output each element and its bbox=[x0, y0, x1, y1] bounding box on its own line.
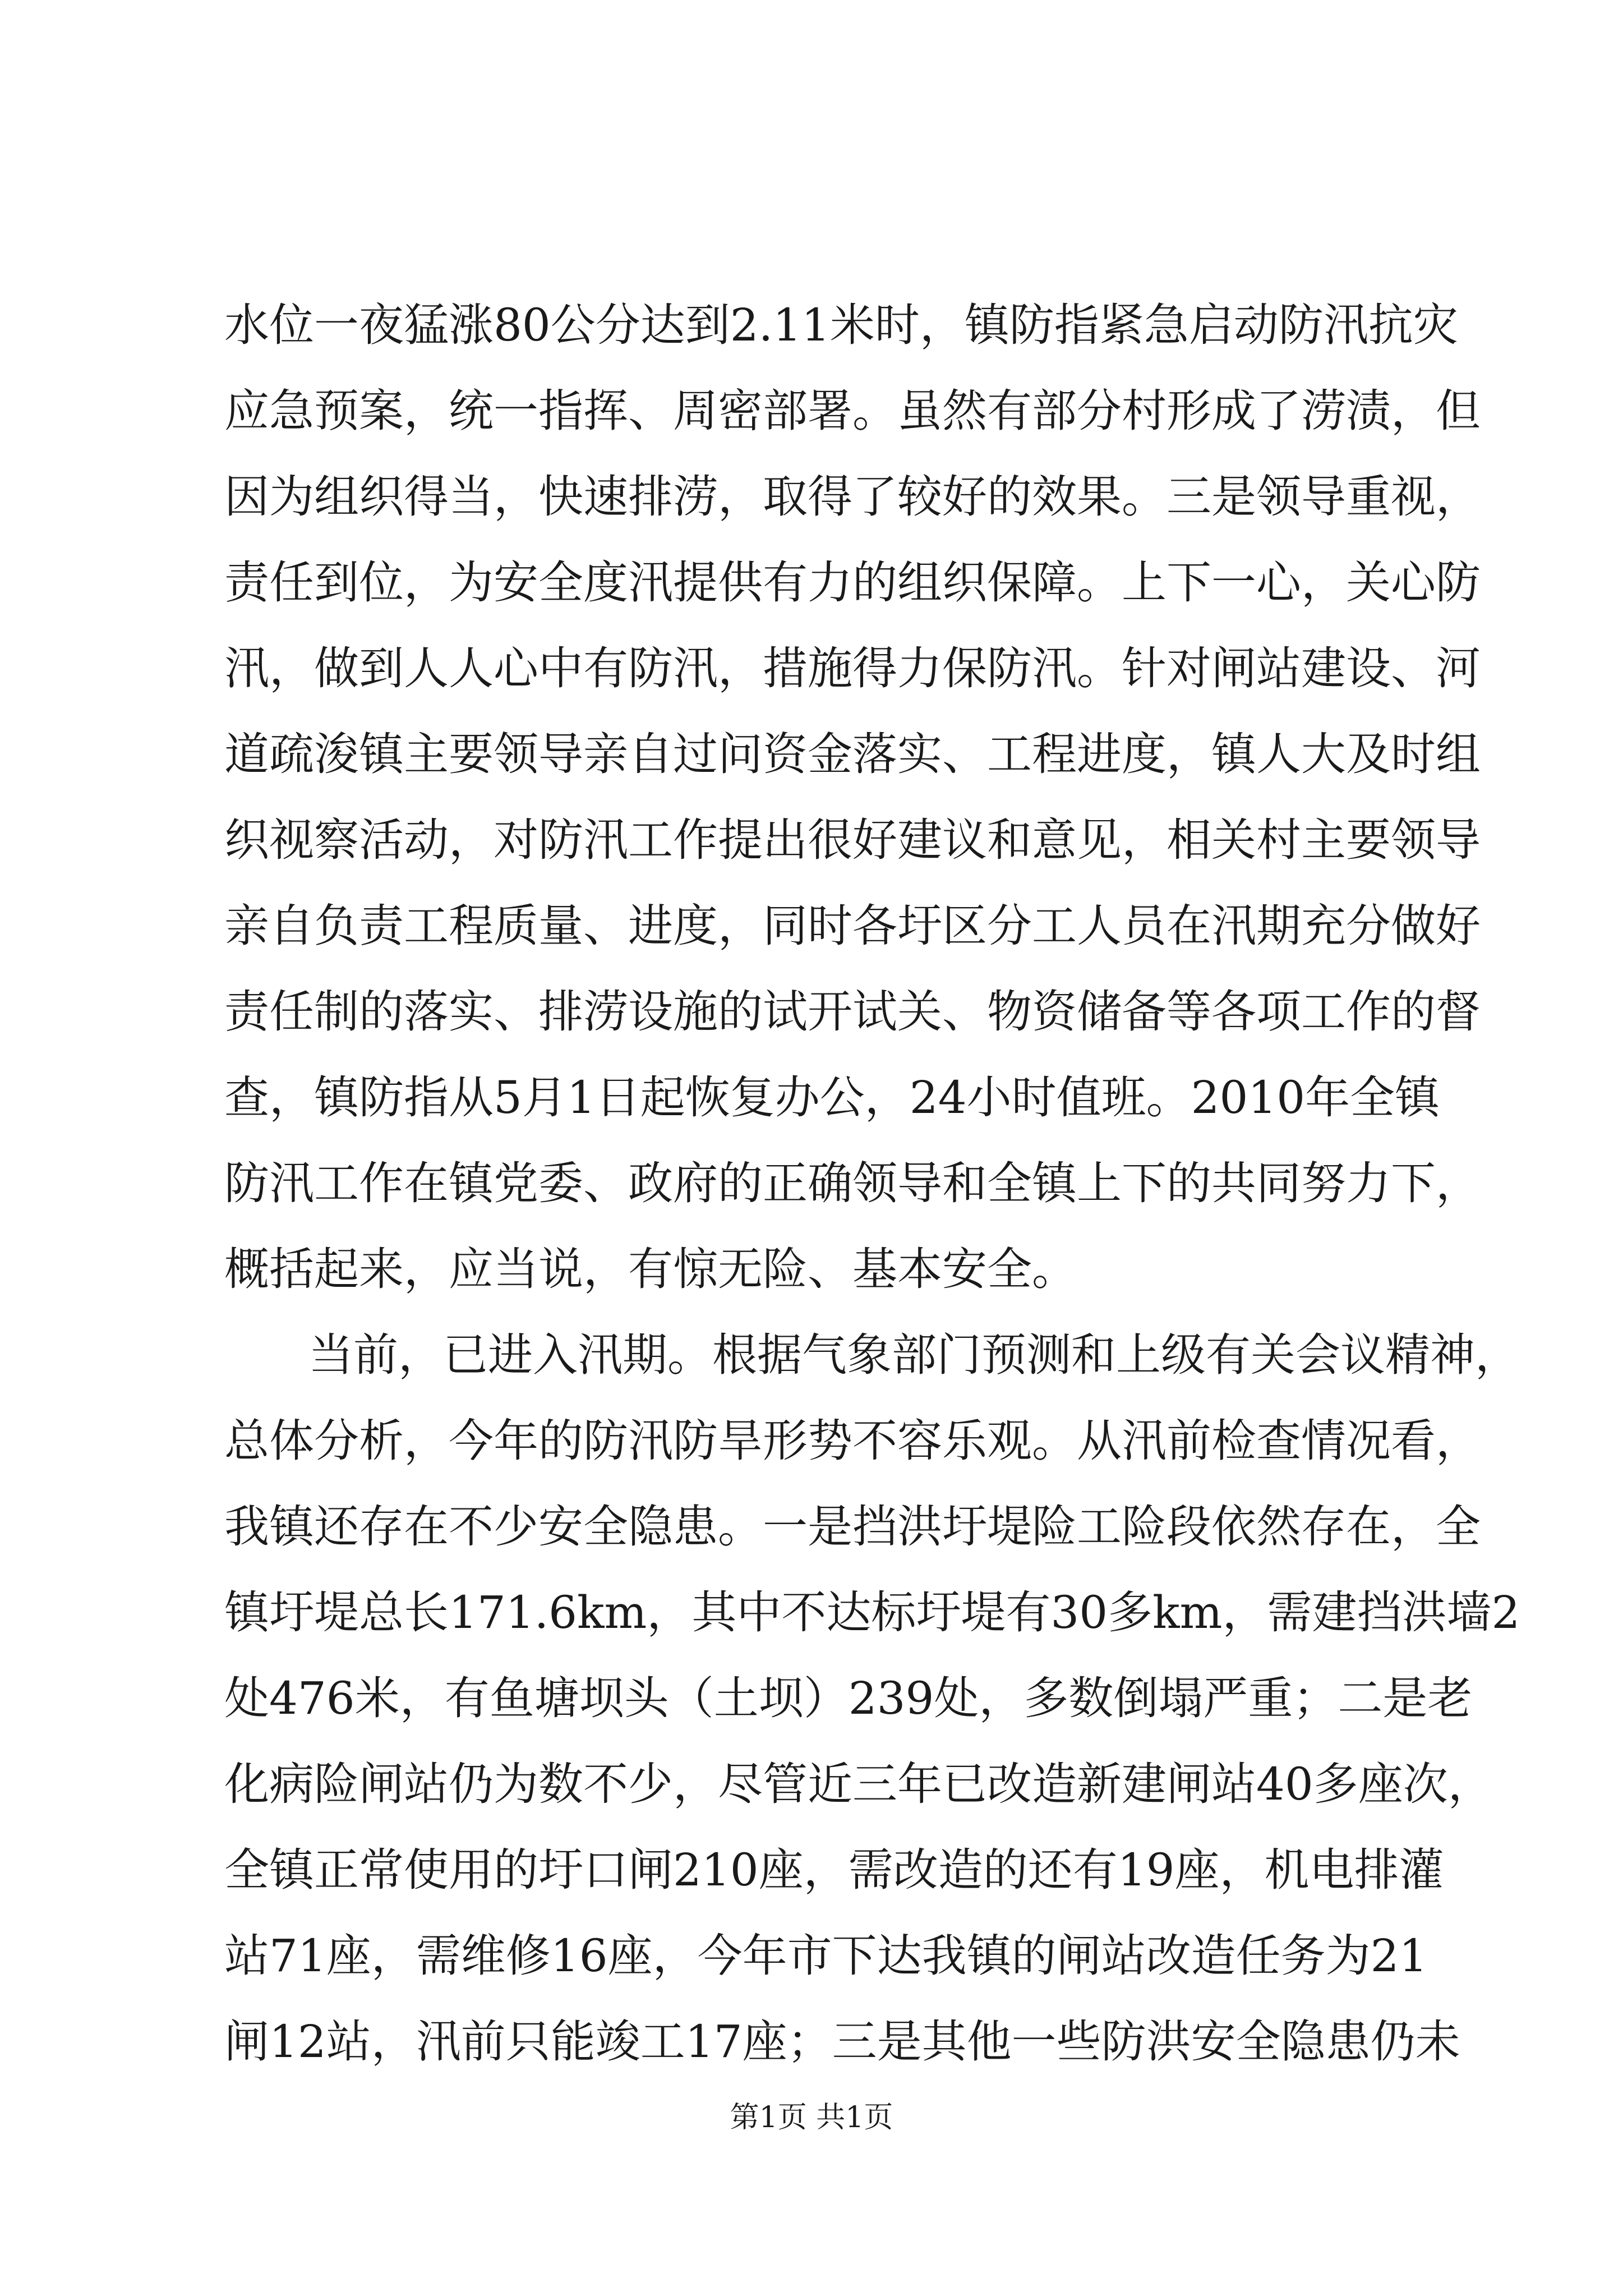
page-number: 第1页 共1页 bbox=[730, 2101, 893, 2134]
paragraph-first-line: 当前，已进入汛期。根据气象部门预测和上级有关会议精神， bbox=[308, 1329, 1520, 1381]
text-line: 亲自负责工程质量、进度，同时各圩区分工人员在汛期充分做好 bbox=[224, 900, 1481, 952]
text-line: 闸12站，汛前只能竣工17座；三是其他一些防洪安全隐患仍未 bbox=[224, 2016, 1460, 2068]
text-line: 镇圩堤总长171.6km，其中不达标圩堤有30多km，需建挡洪墙2 bbox=[224, 1586, 1520, 1639]
text-line: 水位一夜猛涨80公分达到2.11米时，镇防指紧急启动防汛抗灾 bbox=[224, 299, 1458, 351]
text-line: 汛，做到人人心中有防汛，措施得力保防汛。针对闸站建设、河 bbox=[224, 642, 1481, 694]
text-line: 全镇正常使用的圩口闸210座，需改造的还有19座，机电排灌 bbox=[224, 1844, 1444, 1896]
text-line: 应急预案，统一指挥、周密部署。虽然有部分村形成了涝渍，但 bbox=[224, 385, 1481, 437]
text-line: 因为组织得当，快速排涝，取得了较好的效果。三是领导重视， bbox=[224, 471, 1481, 523]
text-line: 站71座，需维修16座，今年市下达我镇的闸站改造任务为21 bbox=[224, 1930, 1428, 1982]
text-line: 概括起来，应当说，有惊无险、基本安全。 bbox=[224, 1243, 1077, 1295]
text-line: 织视察活动，对防汛工作提出很好建议和意见，相关村主要领导 bbox=[224, 814, 1481, 866]
text-line: 查，镇防指从5月1日起恢复办公，24小时值班。2010年全镇 bbox=[224, 1071, 1440, 1124]
text-line: 责任到位，为安全度汛提供有力的组织保障。上下一心，关心防 bbox=[224, 556, 1481, 609]
text-line: 我镇还存在不少安全隐患。一是挡洪圩堤险工险段依然存在，全 bbox=[224, 1501, 1481, 1553]
text-line: 处476米，有鱼塘坝头（土坝）239处，多数倒塌严重；二是老 bbox=[224, 1672, 1473, 1724]
text-line: 防汛工作在镇党委、政府的正确领导和全镇上下的共同努力下， bbox=[224, 1157, 1481, 1209]
page-footer bbox=[0, 2098, 1623, 2137]
text-line: 责任制的落实、排涝设施的试开试关、物资储备等各项工作的督 bbox=[224, 986, 1481, 1038]
text-line: 道疏浚镇主要领导亲自过问资金落实、工程进度，镇人大及时组 bbox=[224, 728, 1481, 780]
text-line: 化病险闸站仍为数不少，尽管近三年已改造新建闸站40多座次， bbox=[224, 1758, 1493, 1810]
text-line: 总体分析，今年的防汛防旱形势不容乐观。从汛前检查情况看， bbox=[224, 1415, 1481, 1467]
